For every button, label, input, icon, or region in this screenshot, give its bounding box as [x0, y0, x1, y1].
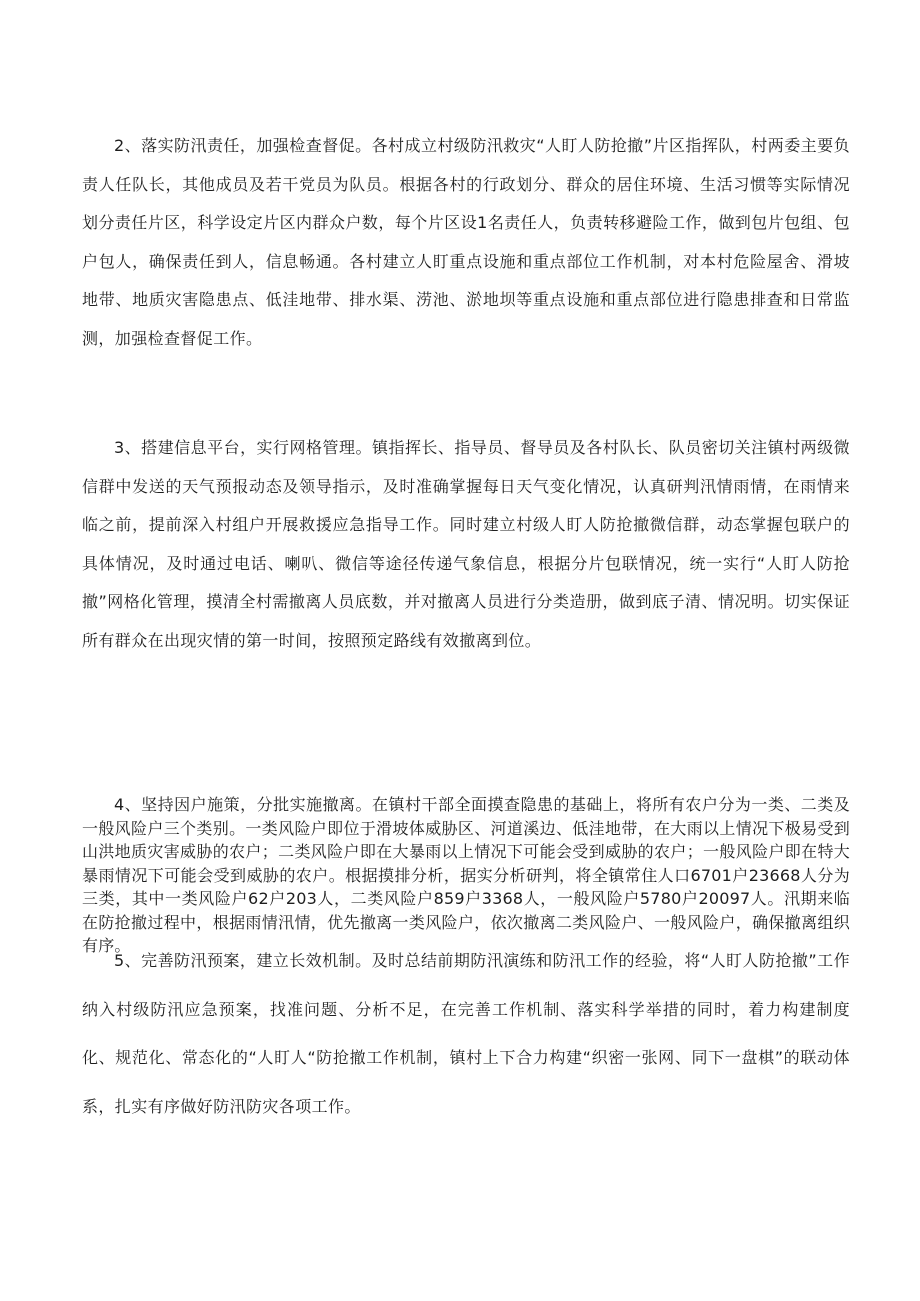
paragraph-5-flood-plan: 5、完善防汛预案，建立长效机制。及时总结前期防汛演练和防汛工作的经验，将“人盯人防抢撤”工作纳入村级防汛应急预案，找准问题、分析不足，在完善工作机制、落实科学举措的同时，着力构建制度化、规范化、常态化的“人盯人“防抢撤工作机制，镇村上下合力构建“织密一张网、同下一盘棋”的联动体系，扎实有序做好防汛防灾各项工作。: [82, 951, 850, 1116]
paragraph-3-information-platform: 3、搭建信息平台，实行网格管理。镇指挥长、指导员、督导员及各村队长、队员密切关注镇村两级微信群中发送的天气预报动态及领导指示，及时准确掌握每日天气变化情况，认真研判汛情雨情，在雨情来临之前，提前深入村组户开展救援应急指导工作。同时建立村级人盯人防抢撤微信群，动态掌握包联户的具体情况，及时通过电话、喇叭、微信等途径传递气象信息，根据分片包联情况，统一实行“人盯人防抢撤”网格化管理，摸清全村需撤离人员底数，并对撤离人员进行分类造册，做到底子清、情况明。切实保证所有群众在出现灾情的第一时间，按照预定路线有效撤离到位。: [82, 438, 850, 650]
paragraph-4-evacuation-by-household: 4、坚持因户施策，分批实施撤离。在镇村干部全面摸查隐患的基础上，将所有农户分为一类、二类及一般风险户三个类别。一类风险户即位于滑坡体威胁区、河道溪边、低洼地带，在大雨以上情况下极易受到山洪地质灾害威胁的农户；二类风险户即在大暴雨以上情况下可能会受到威胁的农户；一般风险户即在特大暴雨情况下可能会受到威胁的农户。根据摸排分析，据实分析研判，将全镇常住人口6701户23668人分为三类，其中一类风险户62户203人，二类风险户859户3368人，一般风险户5780户20097人。汛期来临在防抢撤过程中，根据雨情汛情，优先撤离一类风险户，依次撤离二类风险户、一般风险户，确保撤离组织有序。: [82, 795, 850, 955]
paragraph-2-responsibility: 2、落实防汛责任，加强检查督促。各村成立村级防汛救灾“人盯人防抢撤”片区指挥队，村两委主要负责人任队长，其他成员及若干党员为队员。根据各村的行政划分、群众的居住环境、生活习惯等实际情况划分责任片区，科学设定片区内群众户数，每个片区设1名责任人，负责转移避险工作，做到包片包组、包户包人，确保责任到人，信息畅通。各村建立人盯重点设施和重点部位工作机制，对本村危险屋舍、滑坡地带、地质灾害隐患点、低洼地带、排水渠、涝池、淤地坝等重点设施和重点部位进行隐患排查和日常监测，加强检查督促工作。: [82, 136, 850, 348]
